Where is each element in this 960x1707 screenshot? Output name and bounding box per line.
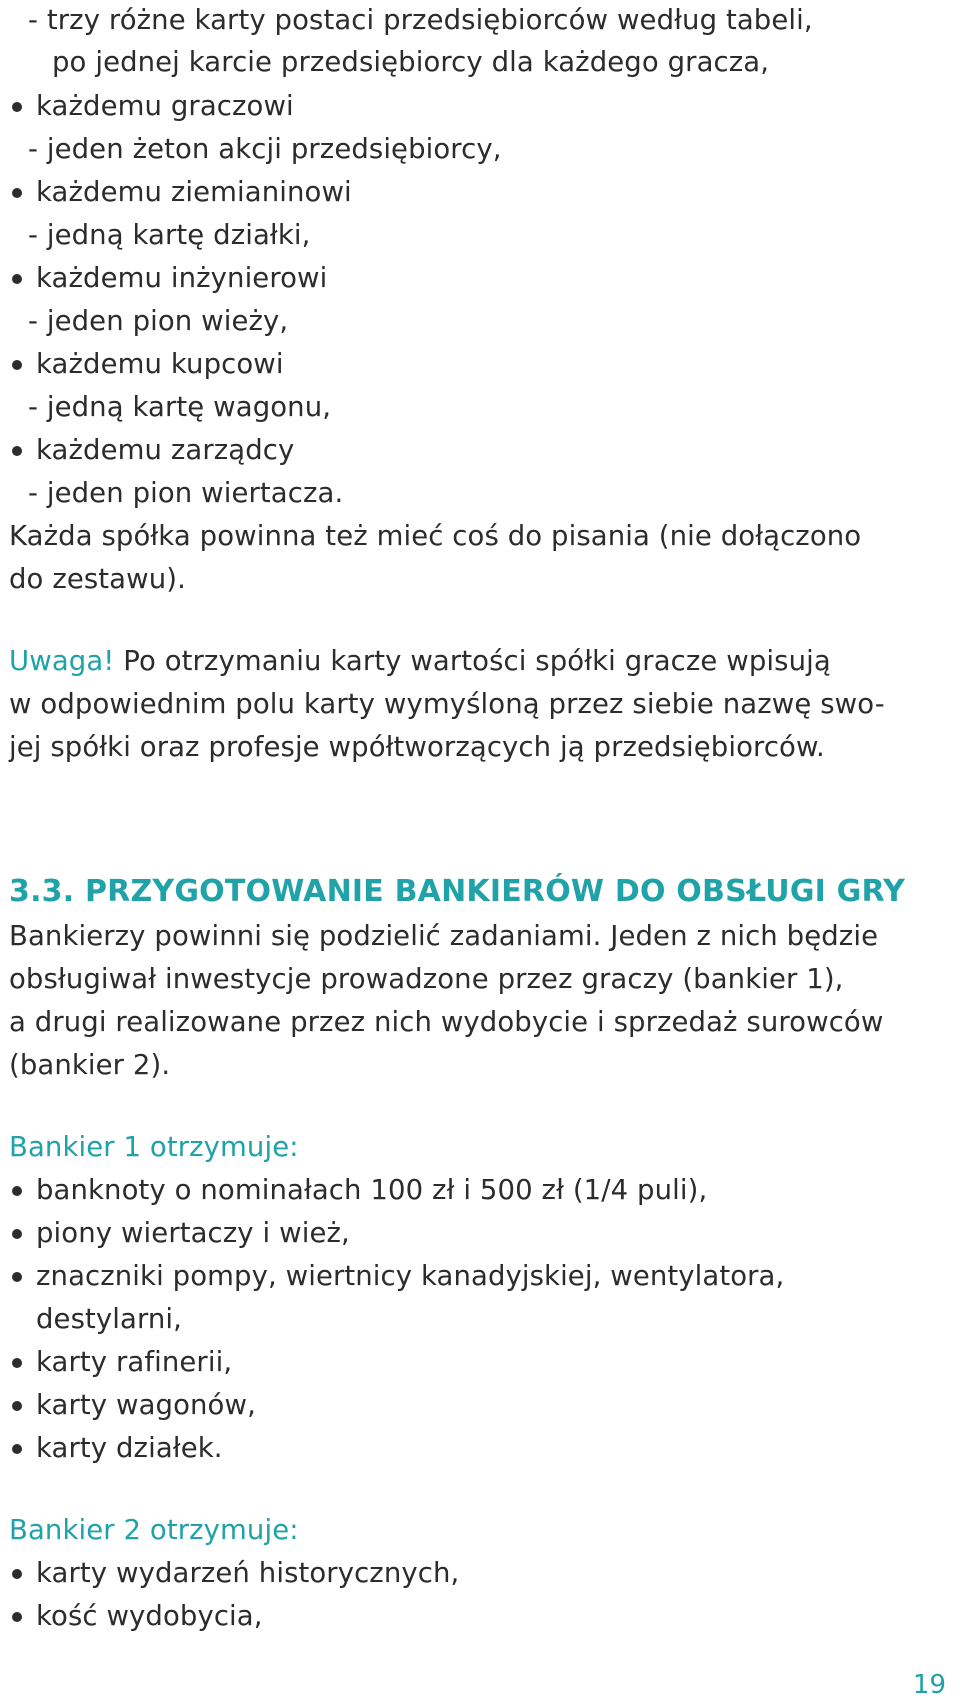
bullet-icon — [12, 1569, 22, 1579]
list-item: każdemu zarządcy — [36, 434, 295, 466]
list-item: - jedną kartę wagonu, — [28, 391, 332, 423]
list-item: karty wagonów, — [36, 1389, 256, 1421]
warning-text: Po otrzymaniu karty wartości spółki gracze wpisują — [114, 645, 831, 677]
list-item: - jeden żeton akcji przedsiębiorcy, — [28, 133, 502, 165]
warning-paragraph-line: w odpowiednim polu karty wymyśloną przez siebie nazwę swo- — [9, 688, 885, 720]
bullet-icon — [12, 1272, 22, 1282]
bullet-icon — [12, 1401, 22, 1411]
warning-label: Uwaga! — [9, 645, 115, 677]
bullet-icon — [12, 360, 22, 370]
list-item: piony wiertaczy i wież, — [36, 1217, 350, 1249]
bullet-icon — [12, 446, 22, 456]
list-item: - jeden pion wieży, — [28, 305, 289, 337]
body-text: do zestawu). — [9, 563, 186, 595]
bullet-icon — [12, 1612, 22, 1622]
section-heading: 3.3. PRZYGOTOWANIE BANKIERÓW DO OBSŁUGI GRY — [9, 874, 906, 909]
list-item: banknoty o nominałach 100 zł i 500 zł (1/4 puli), — [36, 1174, 708, 1206]
list-item: - trzy różne karty postaci przedsiębiorców według tabeli, — [28, 4, 813, 36]
list-item: każdemu ziemianinowi — [36, 176, 352, 208]
body-text: obsługiwał inwestycje prowadzone przez graczy (bankier 1), — [9, 963, 844, 995]
list-item: każdemu graczowi — [36, 90, 294, 122]
list-item: kość wydobycia, — [36, 1600, 263, 1632]
banker2-title: Bankier 2 otrzymuje: — [9, 1514, 299, 1546]
body-text: Każda spółka powinna też mieć coś do pisania (nie dołączono — [9, 520, 862, 552]
list-item: karty wydarzeń historycznych, — [36, 1557, 460, 1589]
bullet-icon — [12, 188, 22, 198]
warning-paragraph-line — [9, 641, 831, 681]
body-text: a drugi realizowane przez nich wydobycie i sprzedaż surowców — [9, 1006, 884, 1038]
list-item: znaczniki pompy, wiertnicy kanadyjskiej, wentylatora, — [36, 1260, 785, 1292]
list-item: każdemu inżynierowi — [36, 262, 328, 294]
body-text: (bankier 2). — [9, 1049, 171, 1081]
banker1-title: Bankier 1 otrzymuje: — [9, 1131, 299, 1163]
bullet-icon — [12, 1229, 22, 1239]
list-item: - jedną kartę działki, — [28, 219, 311, 251]
list-item: po jednej karcie przedsiębiorcy dla każdego gracza, — [52, 46, 770, 78]
list-item: karty działek. — [36, 1432, 223, 1464]
list-item: - jeden pion wiertacza. — [28, 477, 344, 509]
bullet-icon — [12, 1358, 22, 1368]
warning-paragraph-line: jej spółki oraz profesje wpółtworzących ją przedsiębiorców. — [9, 731, 825, 763]
bullet-icon — [12, 102, 22, 112]
list-item: karty rafinerii, — [36, 1346, 233, 1378]
list-item: każdemu kupcowi — [36, 348, 284, 380]
bullet-icon — [12, 1186, 22, 1196]
bullet-icon — [12, 1444, 22, 1454]
bullet-icon — [12, 274, 22, 284]
body-text: Bankierzy powinni się podzielić zadaniami. Jeden z nich będzie — [9, 920, 879, 952]
page-number: 19 — [912, 1670, 946, 1700]
list-item: destylarni, — [36, 1303, 182, 1335]
